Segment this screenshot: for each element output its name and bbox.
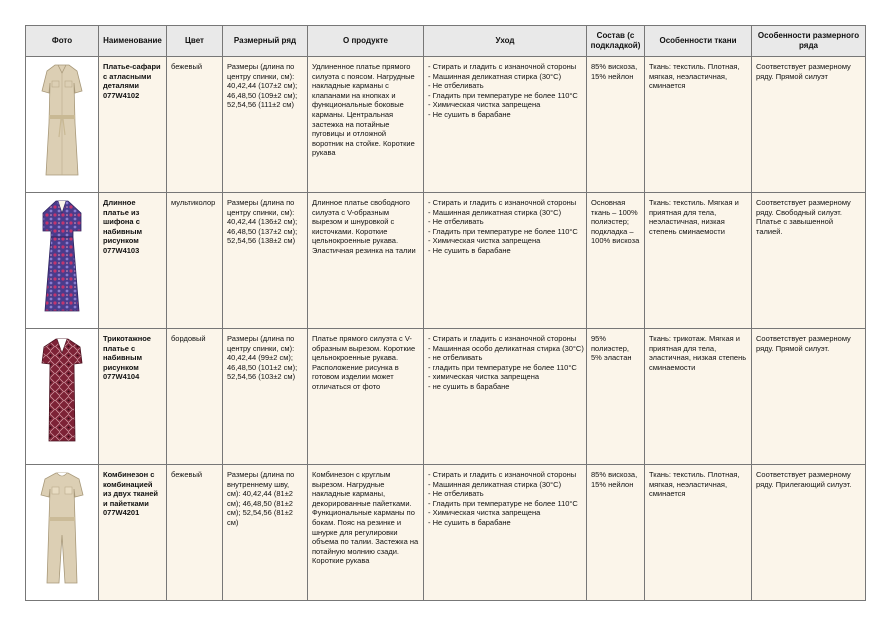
care-item: - Не отбеливать xyxy=(428,81,484,91)
care-item: - Не отбеливать xyxy=(428,489,484,499)
table-row xyxy=(26,193,866,329)
care-list xyxy=(428,62,582,120)
care-item: - Не сушить в барабане xyxy=(428,109,511,119)
header-about: О продукте xyxy=(308,26,424,57)
care-item: - Гладить при температуре не более 110°С xyxy=(428,226,578,236)
care-item: - не отбеливать xyxy=(428,353,483,363)
header-sizes: Размерный ряд xyxy=(223,26,308,57)
header-fit: Особенности размерного ряда xyxy=(752,26,866,57)
product-color: бежевый xyxy=(167,465,223,601)
product-fit: Соответствует размерному ряду. Свободный силуэт. Платье с завышенной талией. xyxy=(752,193,866,329)
header-care: Уход xyxy=(424,26,587,57)
care-item: - Химическая чистка запрещена xyxy=(428,508,541,518)
product-color: бордовый xyxy=(167,329,223,465)
table-row xyxy=(26,465,866,601)
product-composition: 95% полиэстер, 5% эластан xyxy=(587,329,645,465)
product-care xyxy=(424,193,587,329)
product-color: мультиколор xyxy=(167,193,223,329)
product-composition: Основная ткань – 100% полиэстер; подкладка – 100% вискоза xyxy=(587,193,645,329)
care-item: - Не сушить в барабане xyxy=(428,517,511,527)
product-care xyxy=(424,465,587,601)
product-name: Комбинезон с комбинацией из двух тканей и пайетками 077W4201 xyxy=(99,465,167,601)
header-name: Наименование xyxy=(99,26,167,57)
care-list xyxy=(428,470,582,528)
care-item: - Машинная деликатная стирка (30°С) xyxy=(428,207,562,217)
care-item: - Химическая чистка запрещена xyxy=(428,100,541,110)
beige-jumpsuit-icon xyxy=(37,469,87,587)
product-photo xyxy=(26,329,99,465)
care-item: - Не сушить в барабане xyxy=(428,245,511,255)
product-color: бежевый xyxy=(167,57,223,193)
product-fabric: Ткань: текстиль. Мягкая и приятная для тела, неэластичная, низкая степень сминаемости xyxy=(645,193,752,329)
table-row xyxy=(26,57,866,193)
product-care xyxy=(424,57,587,193)
product-fabric: Ткань: текстиль. Плотная, мягкая, неэластичная, сминается xyxy=(645,57,752,193)
care-item: - не сушить в барабане xyxy=(428,381,510,391)
product-sizes: Размеры (длина по центру спинки, см): 40,42,44 (136±2 см); 46,48,50 (137±2 см); 52,54,56 (138±2 см) xyxy=(223,193,308,329)
product-about: Комбинезон с круглым вырезом. Нагрудные накладные карманы, декорированные пайетками. Функциональные карманы по бокам. Пояс на резинке и шнурке для регулировки объема по талии. Застежка на потайную молнию сзади. Короткие рукава xyxy=(308,465,424,601)
product-care xyxy=(424,329,587,465)
product-table-sheet xyxy=(25,25,865,600)
care-item: - Машинная деликатная стирка (30°С) xyxy=(428,71,562,81)
care-list xyxy=(428,334,582,392)
care-item: - Гладить при температуре не более 110°С xyxy=(428,498,578,508)
product-name: Длинное платье из шифона с набивным рисунком 077W4103 xyxy=(99,193,167,329)
header-color: Цвет xyxy=(167,26,223,57)
product-fit: Соответствует размерному ряду. Прямой силуэт xyxy=(752,57,866,193)
product-about: Длинное платье свободного силуэта с V-образным вырезом и шнуровкой с кисточками. Короткие цельнокроенные рукава. Эластичная резинка на талии xyxy=(308,193,424,329)
product-name: Платье-сафари с атласными деталями 077W4102 xyxy=(99,57,167,193)
header-row xyxy=(26,26,866,57)
burgundy-print-jersey-dress-icon xyxy=(37,333,87,451)
product-composition: 85% вискоза, 15% нейлон xyxy=(587,465,645,601)
header-photo: Фото xyxy=(26,26,99,57)
header-fabric: Особенности ткани xyxy=(645,26,752,57)
product-name: Трикотажное платье с набивным рисунком 077W4104 xyxy=(99,329,167,465)
header-composition: Состав (с подкладкой) xyxy=(587,26,645,57)
product-table xyxy=(25,25,866,601)
care-item: - Стирать и гладить с изнаночной стороны xyxy=(428,334,577,343)
product-fit: Соответствует размерному ряду. Прямой силуэт. xyxy=(752,329,866,465)
product-fit: Соответствует размерному ряду. Прилегающий силуэт. xyxy=(752,465,866,601)
care-item: - Машинная особо деликатная стирка (30°С) xyxy=(428,343,584,353)
care-item: - Гладить при температуре не более 110°С xyxy=(428,90,578,100)
floral-chiffon-maxi-dress-icon xyxy=(37,197,87,315)
product-fabric: Ткань: текстиль. Плотная, мягкая, неэластичная, сминается xyxy=(645,465,752,601)
product-sizes: Размеры (длина по центру спинки, см): 40,42,44 (99±2 см); 46,48,50 (101±2 см); 52,54,56 (103±2 см) xyxy=(223,329,308,465)
product-sizes: Размеры (длина по внутреннему шву, см): 40,42,44 (81±2 см); 46,48,50 (81±2 см); 52,54,56 (81±2 см) xyxy=(223,465,308,601)
care-item: - гладить при температуре не более 110°С xyxy=(428,362,577,372)
product-about: Платье прямого силуэта с V-образным вырезом. Короткие цельнокроенные рукава. Расположение рисунка в готовом изделии может отличаться от фото xyxy=(308,329,424,465)
care-item: - химическая чистка запрещена xyxy=(428,372,540,382)
care-item: - Не отбеливать xyxy=(428,217,484,227)
care-item: - Стирать и гладить с изнаночной стороны xyxy=(428,62,577,71)
beige-safari-dress-icon xyxy=(37,61,87,179)
care-list xyxy=(428,198,582,256)
product-sizes: Размеры (длина по центру спинки, см): 40,42,44 (107±2 см); 46,48,50 (109±2 см); 52,54,56 (111±2 см) xyxy=(223,57,308,193)
care-item: - Стирать и гладить с изнаночной стороны xyxy=(428,198,577,207)
care-item: - Стирать и гладить с изнаночной стороны xyxy=(428,470,577,479)
product-fabric: Ткань: трикотаж. Мягкая и приятная для тела, эластичная, низкая степень сминаемости xyxy=(645,329,752,465)
table-row xyxy=(26,329,866,465)
product-photo xyxy=(26,465,99,601)
product-about: Удлиненное платье прямого силуэта с поясом. Нагрудные накладные карманы с клапанами на кнопках и функциональные боковые карманы. Центральная застежка на потайные пуговицы и отложной воротник на стойке. Короткие рукава xyxy=(308,57,424,193)
care-item: - Химическая чистка запрещена xyxy=(428,236,541,246)
product-photo xyxy=(26,193,99,329)
care-item: - Машинная деликатная стирка (30°С) xyxy=(428,479,562,489)
product-photo xyxy=(26,57,99,193)
product-composition: 85% вискоза, 15% нейлон xyxy=(587,57,645,193)
